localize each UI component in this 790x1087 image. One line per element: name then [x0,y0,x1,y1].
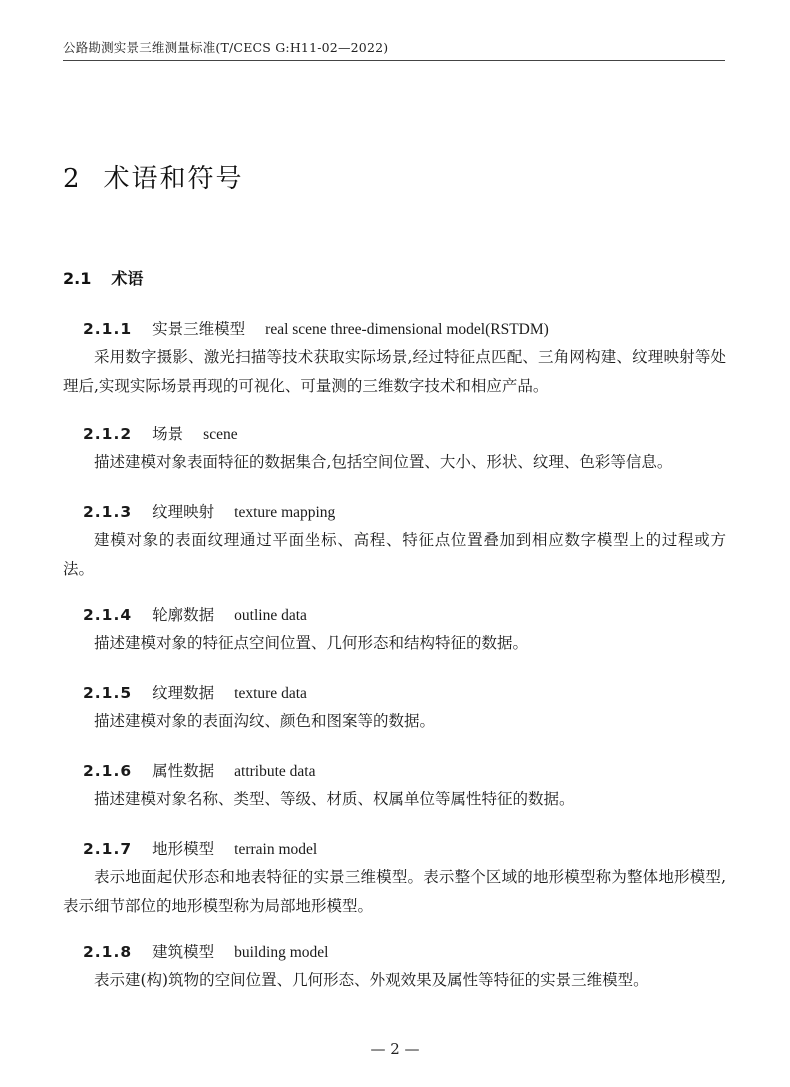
term-chinese-name: 地形模型 [152,840,215,858]
term-definition: 描述建模对象的特征点空间位置、几何形态和结构特征的数据。 [94,634,529,652]
term-english-name: scene [203,426,238,443]
term-heading [63,680,726,707]
term-entry [63,499,726,584]
term-definition: 表示建(构)筑物的空间位置、几何形态、外观效果及属性等特征的实景三维模型。 [94,971,649,989]
term-heading [63,316,726,343]
term-heading [63,758,726,785]
term-number: 2.1.7 [83,840,133,858]
term-heading [63,836,726,863]
section-number: 2.1 [63,269,92,288]
term-chinese-name: 轮廓数据 [152,606,215,624]
term-definition: 采用数字摄影、激光扫描等技术获取实际场景,经过特征点匹配、三角网构建、纹理映射等处理后,实现实际场景再现的可视化、可量测的三维数字技术和相应产品。 [63,348,726,395]
term-definition: 描述建模对象表面特征的数据集合,包括空间位置、大小、形状、纹理、色彩等信息。 [94,453,673,471]
term-chinese-name: 建筑模型 [152,943,215,961]
term-definition: 表示地面起伏形态和地表特征的实景三维模型。表示整个区域的地形模型称为整体地形模型,表示细节部位的地形模型称为局部地形模型。 [63,868,726,915]
term-chinese-name: 实景三维模型 [152,320,246,338]
term-heading [63,421,726,448]
term-chinese-name: 属性数据 [152,762,215,780]
term-number: 2.1.3 [83,503,133,521]
page-number: — 2 — [370,1040,420,1058]
term-entry [63,680,726,736]
chapter-number: 2 [63,164,82,194]
term-heading [63,939,726,966]
term-english-name: real scene three-dimensional model(RSTDM) [265,321,549,338]
term-definition: 描述建模对象名称、类型、等级、材质、权属单位等属性特征的数据。 [94,790,575,808]
running-header: 公路勘测实景三维测量标准(T/CECS G:H11-02—2022) [63,40,389,55]
term-entry [63,939,726,995]
term-heading [63,499,726,526]
term-definition: 描述建模对象的表面沟纹、颜色和图案等的数据。 [94,712,436,730]
term-number: 2.1.1 [83,320,133,338]
term-english-name: texture data [234,685,307,702]
term-number: 2.1.5 [83,684,133,702]
term-chinese-name: 场景 [152,425,184,443]
term-chinese-name: 纹理数据 [152,684,215,702]
chapter-title: 术语和符号 [103,164,244,194]
term-definition: 建模对象的表面纹理通过平面坐标、高程、特征点位置叠加到相应数字模型上的过程或方法。 [63,531,726,578]
term-english-name: outline data [234,607,307,624]
term-english-name: texture mapping [234,504,336,521]
term-number: 2.1.8 [83,943,133,961]
term-english-name: building model [234,944,329,961]
term-entry [63,316,726,401]
term-entry [63,758,726,814]
term-entry [63,602,726,658]
section-heading [63,266,143,289]
term-english-name: attribute data [234,763,316,780]
term-entry [63,421,726,477]
header-divider [63,60,725,61]
chapter-heading [63,158,244,195]
term-number: 2.1.2 [83,425,133,443]
term-english-name: terrain model [234,841,318,858]
term-number: 2.1.6 [83,762,133,780]
term-number: 2.1.4 [83,606,133,624]
term-entry [63,836,726,921]
term-heading [63,602,726,629]
section-title: 术语 [111,269,144,288]
term-chinese-name: 纹理映射 [152,503,215,521]
